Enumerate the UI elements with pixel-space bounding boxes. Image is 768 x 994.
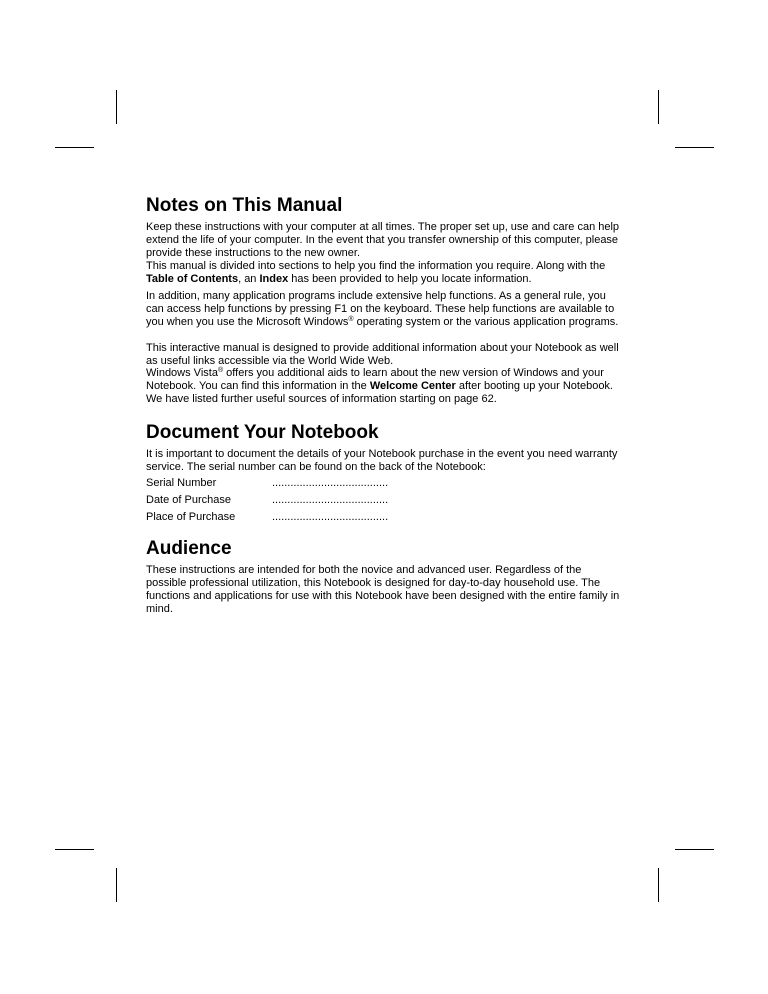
paragraph-interactive-manual: This interactive manual is designed to provide additional information about your Notebook as well as useful links accessible via the World Wide Web. [146,342,619,367]
registered-mark: ® [348,316,354,323]
paragraph-help-functions: In addition, many application programs include extensive help functions. As a general rule, you can access help functions by pressing F1 on the keyboard. These help functions are available to you when you use the Microsoft Windows® operating system or the various application programs. [146,290,619,328]
record-label: Serial Number [146,477,217,489]
record-blank: ...................................... [272,494,389,506]
section-heading-document: Document Your Notebook [146,422,379,443]
table-of-contents-ref: Table of Contents [146,273,239,285]
crop-mark-bottom-right-horizontal [675,849,714,850]
record-blank: ...................................... [272,511,389,523]
record-row-place-of-purchase [146,511,446,524]
paragraph-keep-instructions: Keep these instructions with your computer at all times. The proper set up, use and care can help extend the life of your computer. In the event that you transfer ownership of this computer, please provide these instructions to the new owner. [146,221,620,259]
paragraph-document-purchase: It is important to document the details of your Notebook purchase in the event you need warranty service. The serial number can be found on the back of the Notebook: [146,448,618,473]
section-heading-audience: Audience [146,538,232,559]
record-row-serial-number [146,477,446,490]
paragraph-audience: These instructions are intended for both the novice and advanced user. Regardless of the possible professional utilization, this Notebook is designed for day-to-day household use. The functions and applications for use with this Notebook have been designed with the entire family in mind. [146,564,620,615]
record-blank: ...................................... [272,477,389,489]
crop-mark-bottom-left-vertical [116,868,117,902]
crop-mark-top-left-horizontal [55,147,94,148]
paragraph-windows-vista: Windows Vista® offers you additional aids to learn about the new version of Windows and your Notebook. You can find this information in the Welcome Center after booting up your Notebook. We have listed further useful sources of information starting on page 62. [146,367,613,405]
crop-mark-top-left-vertical [116,90,117,124]
crop-mark-top-right-horizontal [675,147,714,148]
crop-mark-top-right-vertical [658,90,659,124]
record-row-date-of-purchase [146,494,446,507]
crop-mark-bottom-right-vertical [658,868,659,902]
welcome-center-ref: Welcome Center [369,380,456,392]
registered-mark: ® [217,367,224,374]
crop-mark-bottom-left-horizontal [55,849,94,850]
record-label: Place of Purchase [146,511,236,523]
section-heading-notes: Notes on This Manual [146,195,343,216]
index-ref: Index [259,273,289,285]
record-label: Date of Purchase [146,494,231,506]
paragraph-manual-sections: This manual is divided into sections to help you find the information you require. Along with the Table of Contents, an Index has been provided to help you locate information. [146,260,606,285]
